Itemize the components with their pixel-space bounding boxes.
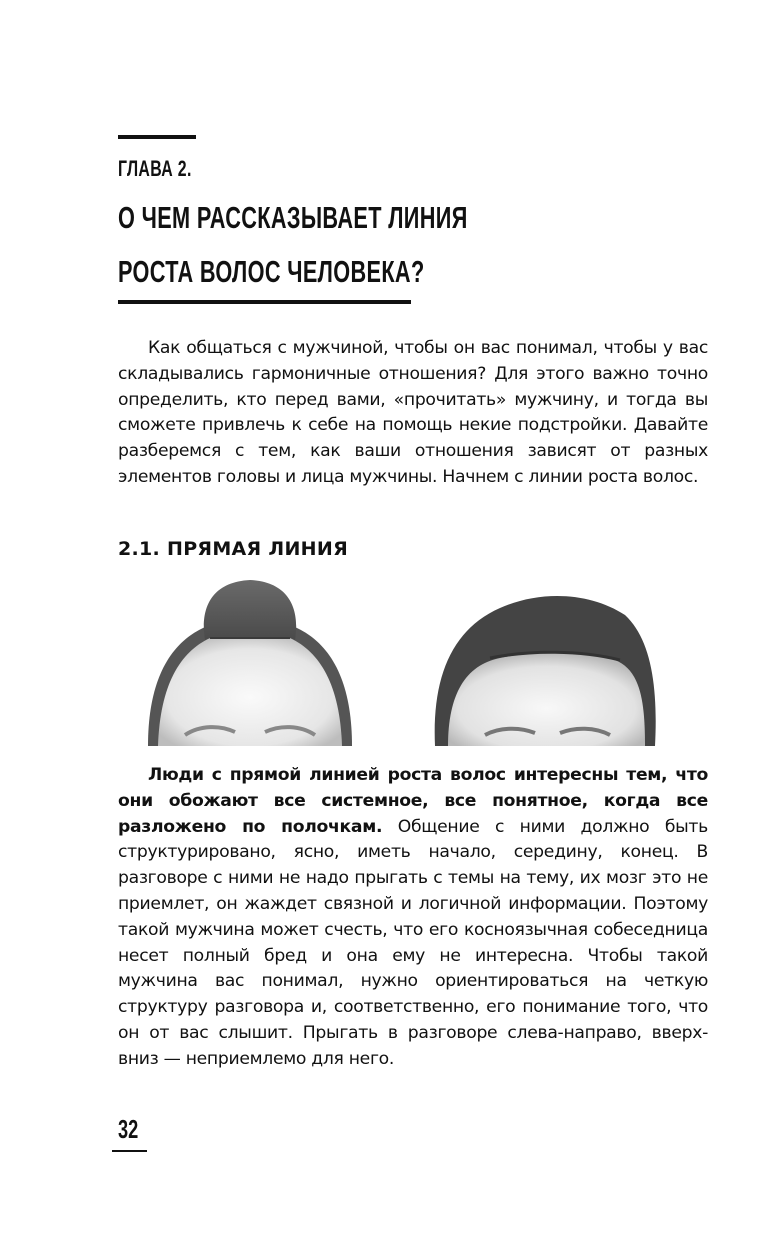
section-paragraph [118,763,708,1073]
chapter-title-line-2: РОСТА ВОЛОС ЧЕЛОВЕКА? [118,254,425,289]
man-straight-hairline-illustration [430,570,660,746]
page-number-rule [112,1150,147,1152]
page-number: 32 [118,1114,139,1144]
woman-straight-hairline-illustration [140,570,360,746]
chapter-title-line-1: О ЧЕМ РАССКАЗЫВАЕТ ЛИНИЯ [118,200,468,235]
section-heading: 2.1. ПРЯМАЯ ЛИНИЯ [118,538,349,560]
chapter-top-rule [118,135,196,139]
chapter-bottom-rule [118,300,411,304]
section-paragraph-bold: Люди с прямой линией роста волос интересны тем, что они обожают все системное, все понятное, когда все разложено по полочкам. [118,765,708,837]
intro-paragraph: Как общаться с мужчиной, чтобы он вас понимал, чтобы у вас складывались гармоничные отношения? Для этого важно точно определить, кто перед вами, «прочитать» мужчину, и тогда вы сможете привлечь к себе на помощь некие подстройки. Давайте разберемся с тем, как ваши отношения зависят от разных элементов головы и лица мужчины. Начнем с линии роста волос. [118,338,708,487]
chapter-label: ГЛАВА 2. [118,156,192,181]
section-paragraph-rest: Общение с ними должно быть структурировано, ясно, иметь начало, середину, конец. В разговоре с ними не надо прыгать с темы на тему, их мозг это не приемлет, он жаждет связной и логичной информации. Поэтому такой мужчина может счесть, что его косноязычная собеседница несет полный бред и она ему не интересна. Чтобы такой мужчина вас понимал, нужно ориентироваться на четкую структуру разговора и, соответственно, его понимание того, что он от вас слышит. Прыгать в разговоре слева-направо, вверх-вниз — неприемлемо для него. [118,816,708,1069]
